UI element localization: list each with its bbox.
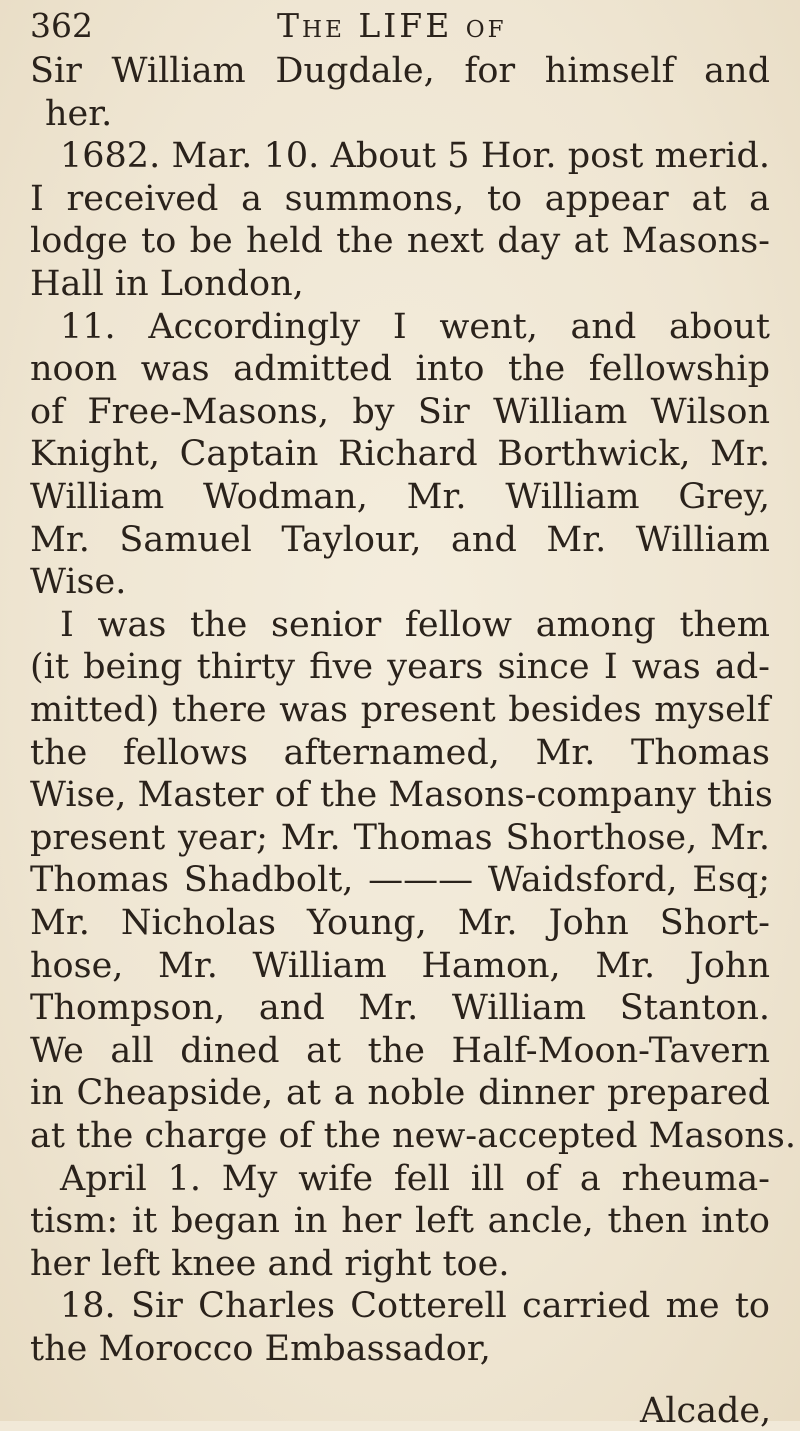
text-line: lodge to be held the next day at Masons- (30, 221, 770, 262)
text-line: in Cheapside, at a noble dinner prepared (30, 1073, 770, 1114)
text-line: the fellows afternamed, Mr. Thomas (30, 732, 770, 773)
text-line: 1682. Mar. 10. About 5 Hor. post merid. (60, 136, 770, 177)
page-number: 362 (30, 6, 93, 45)
running-title: The LIFE of (277, 6, 507, 45)
text-line: Mr. Nicholas Young, Mr. John Short- (30, 903, 770, 943)
text-line: 18. Sir Charles Cotterell carried me to (60, 1286, 770, 1327)
text-line: noon was admitted into the fellowship (30, 349, 770, 390)
text-line: Wise, Master of the Masons-company this (30, 775, 773, 816)
text-line: Wise. (30, 562, 127, 603)
text-line: William Wodman, Mr. William Grey, (30, 477, 770, 517)
text-line: I was the senior fellow among them (60, 604, 770, 645)
page-header (30, 6, 770, 54)
text-line: hose, Mr. William Hamon, Mr. John (30, 945, 770, 986)
text-line: We all dined at the Half-Moon-Tavern (30, 1030, 770, 1071)
text-line: 11. Accordingly I went, and about (60, 306, 770, 347)
text-line: tism: it began in her left ancle, then into (30, 1201, 770, 1242)
text-line: her left knee and right toe. (30, 1243, 510, 1284)
catchword: Alcade, (640, 1390, 772, 1431)
text-line: present year; Mr. Thomas Shorthose, Mr. (30, 817, 770, 858)
text-line: April 1. My wife fell ill of a rheuma- (60, 1158, 770, 1199)
text-line: the Morocco Embassador, (30, 1329, 491, 1369)
text-line: Knight, Captain Richard Borthwick, Mr. (30, 434, 770, 475)
text-line: mitted) there was present besides myself (30, 690, 770, 730)
text-line: (it being thirty five years since I was ad- (30, 647, 770, 688)
text-line: Mr. Samuel Taylour, and Mr. William (30, 519, 770, 560)
text-line: Hall in London, (30, 264, 304, 304)
text-line: her. (45, 93, 113, 134)
text-line: Thomas Shadbolt, ——— Waidsford, Esq; (30, 860, 770, 901)
text-line: at the charge of the new-accepted Masons. (30, 1116, 796, 1156)
text-line: Sir William Dugdale, for himself and (30, 51, 770, 91)
text-line: I received a summons, to appear at a (30, 178, 770, 219)
text-line: of Free-Masons, by Sir William Wilson (30, 391, 770, 432)
text-line: Thompson, and Mr. William Stanton. (30, 988, 770, 1029)
